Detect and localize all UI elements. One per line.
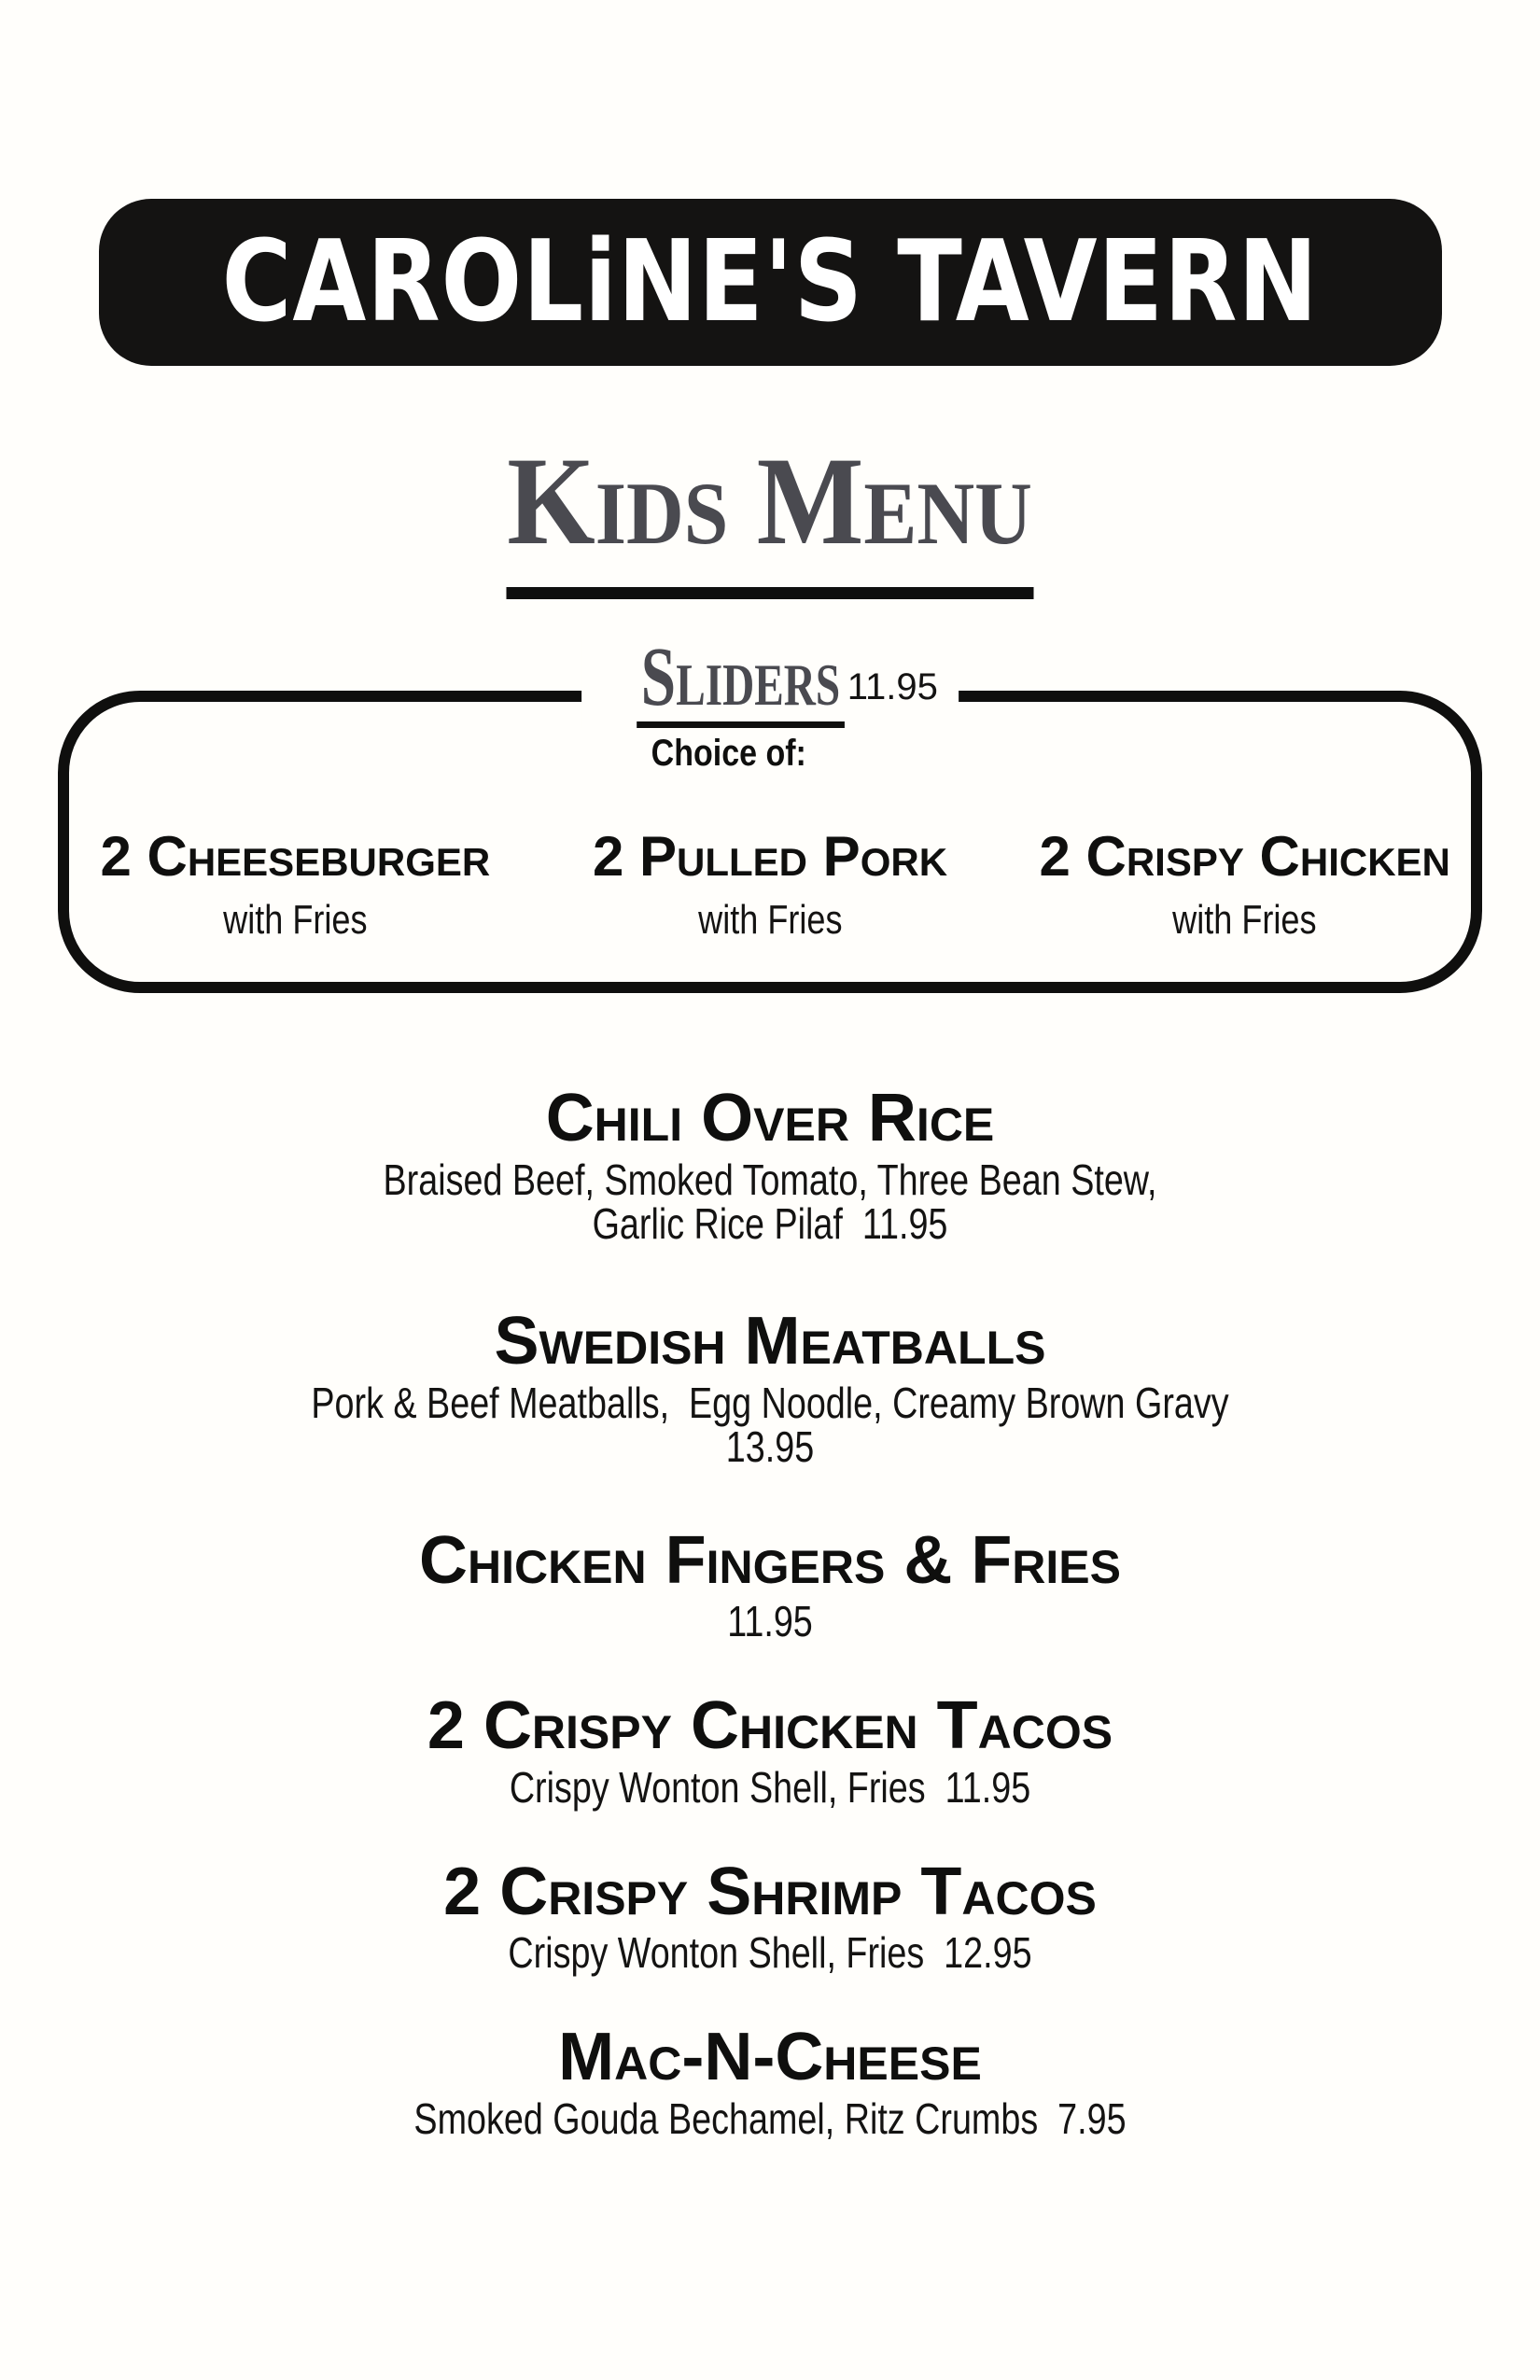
menu-item-name: 2 Crispy Shrimp Tacos: [443, 1854, 1097, 1929]
slider-option-note: with Fries: [1172, 897, 1317, 943]
slider-option-note: with Fries: [223, 897, 368, 943]
menu-item-description: Pork & Beef Meatballs, Egg Noodle, Creamy Brown Gravy: [311, 1379, 1229, 1427]
menu-item-name: Chili Over Rice: [545, 1081, 995, 1155]
page-title: [0, 432, 1540, 571]
menu-item-name: Chicken Fingers & Fries: [418, 1522, 1122, 1598]
menu-item-description: Braised Beef, Smoked Tomato, Three Bean Stew,: [383, 1155, 1157, 1204]
sliders-price: 11.95: [847, 666, 938, 707]
menu-item-price: 13.95: [725, 1421, 815, 1471]
sliders-legend: [581, 631, 959, 728]
menu-item-mac-n-cheese: [0, 2020, 1540, 2143]
slider-option-cheeseburger: [58, 825, 533, 943]
menu-items: [0, 1081, 1540, 2189]
page-title-underline: [507, 587, 1034, 599]
slider-option-crispy-chicken: [1007, 825, 1482, 943]
menu-item-name: 2 Crispy Chicken Tacos: [427, 1688, 1113, 1764]
slider-option-name: 2 Cheeseburger: [100, 825, 491, 888]
sliders-options: [58, 825, 1482, 943]
sliders-subtitle: [0, 734, 1540, 773]
menu-item-crispy-chicken-tacos: [0, 1688, 1540, 1812]
slider-option-pulled-pork: [533, 825, 1008, 943]
page-title-text: Kids Menu: [507, 432, 1033, 571]
slider-option-name: 2 Crispy Chicken: [1039, 825, 1450, 888]
menu-item-crispy-shrimp-tacos: [0, 1854, 1540, 1978]
menu-item-name: Mac-N-Cheese: [558, 2020, 982, 2095]
menu-item-name: Swedish Meatballs: [494, 1304, 1046, 1379]
menu-item-price: 11.95: [727, 1597, 813, 1646]
restaurant-name: CAROLiNE'S TAVERN: [222, 217, 1319, 347]
sliders-subtitle-text: Choice of:: [651, 733, 807, 774]
slider-option-note: with Fries: [697, 897, 843, 943]
menu-item-chili-over-rice: [0, 1081, 1540, 1248]
menu-item-chicken-fingers: [0, 1522, 1540, 1646]
menu-item-swedish-meatballs: [0, 1304, 1540, 1471]
menu-item-description: Garlic Rice Pilaf 11.95: [592, 1198, 948, 1248]
menu-item-description: Crispy Wonton Shell, Fries 11.95: [509, 1762, 1031, 1812]
menu-item-description: Crispy Wonton Shell, Fries 12.95: [508, 1928, 1032, 1978]
sliders-section-title: Sliders: [637, 636, 844, 728]
slider-option-name: 2 Pulled Pork: [592, 825, 948, 888]
menu-item-description: Smoked Gouda Bechamel, Ritz Crumbs 7.95: [413, 2093, 1127, 2143]
restaurant-name-badge: [99, 199, 1442, 366]
